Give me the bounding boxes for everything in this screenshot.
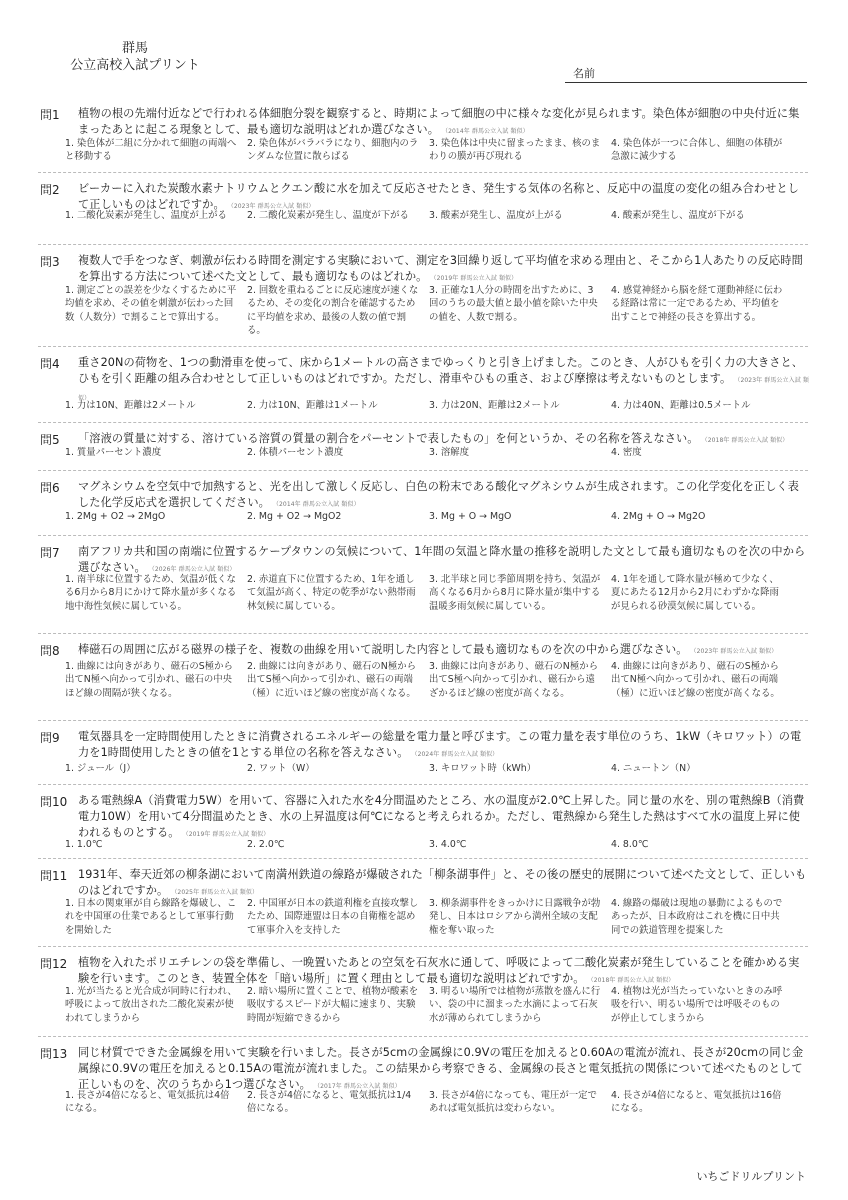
answer-options	[65, 660, 805, 700]
question-source: （2023年 群馬公立入試 類似）	[693, 648, 778, 655]
question-number: 問6	[40, 481, 60, 495]
question-text	[78, 642, 810, 660]
question-source: （2014年 群馬公立入試 類似）	[275, 500, 360, 508]
question-divider	[38, 172, 808, 173]
answer-option-4[interactable]: 4. 植物は光が当たっていないときのみ呼吸を行い、明るい場所では呼吸そのものが停止してしまうから	[611, 986, 783, 1024]
question-body: 植物の根の先端付近などで行われる体細胞分裂を観察すると、時期によって細胞の中に様々な変化が見られます。染色体が細胞の中央付近に集まったあとに起こる現象として、最も適切な説明はどれか選びなさい。	[78, 107, 800, 136]
question-body: 南アフリカ共和国の南端に位置するケープタウンの気候について、1年間の気温と降水量の推移を説明した文として最も適切なものを次の中から選びなさい。	[78, 545, 806, 574]
answer-option-1[interactable]: 1. 南半球に位置するため、気温が低くなる6月から8月にかけて降水量が多くなる地中海性気候に属している。	[65, 574, 237, 612]
answer-option-2[interactable]: 2. 暗い場所に置くことで、植物が酸素を吸収するスピードが大幅に速まり、実験時間が短縮できるから	[247, 986, 419, 1024]
answer-options	[65, 985, 805, 1025]
question-source: （2025年 群馬公立入試 類似）	[174, 888, 259, 896]
footer-brand: いちごドリルプリント	[696, 1170, 806, 1183]
answer-options	[65, 446, 805, 459]
answer-option-1[interactable]: 1. 日本の関東軍が自ら線路を爆破し、これを中国軍の仕業であるとして軍事行動を開始した	[65, 898, 237, 936]
answer-option-4[interactable]: 4. ニュートン（N）	[611, 763, 696, 774]
answer-option-4[interactable]: 4. 2Mg + O → Mg2O	[611, 511, 706, 522]
answer-options	[65, 510, 805, 523]
answer-option-2[interactable]: 2. 力は10N、距離は1メートル	[247, 400, 378, 411]
subtitle: 公立高校入試プリント	[70, 58, 200, 73]
question-text	[78, 253, 810, 287]
question-number: 問5	[40, 433, 60, 447]
question-divider	[38, 633, 808, 634]
question-divider	[38, 858, 808, 859]
answer-options	[65, 897, 805, 937]
name-label: 名前	[573, 67, 595, 80]
question-number: 問12	[40, 957, 68, 971]
answer-option-2[interactable]: 2. 長さが4倍になると、電気抵抗は1/4倍になる。	[247, 1090, 412, 1115]
answer-option-4[interactable]: 4. 曲線には向きがあり、磁石のS極から出てN極へ向かって引かれ、磁石の両端（極）に近いほど線の密度が高くなる。	[611, 661, 780, 699]
question-text	[78, 955, 810, 989]
question-source: （2023年 群馬公立入試 類似）	[78, 376, 809, 402]
question-body: 同じ材質でできた金属線を用いて実験を行いました。長さが5cmの金属線に0.9Vの電圧を加えると0.60Aの電流が流れ、長さが20cmの同じ金属線に0.9Vの電圧を加えると0.15Aの電流が流れました。この結果から考察できる、金属線の長さと電気抵抗の関係について述べたものとして正しいものを、次のうちから1つ選びなさい。	[78, 1046, 804, 1091]
answer-option-3[interactable]: 3. 溶解度	[429, 447, 470, 458]
question-number: 問7	[40, 546, 60, 560]
answer-options	[65, 838, 805, 851]
question-number: 問9	[40, 731, 60, 745]
answer-option-2[interactable]: 2. 回数を重ねるごとに反応速度が速くなるため、その変化の割合を確認するために平均値を求め、最後の人数の値で割る。	[247, 285, 419, 337]
answer-options	[65, 762, 805, 775]
answer-option-4[interactable]: 4. 長さが4倍になると、電気抵抗は16倍になる。	[611, 1090, 782, 1115]
question-body: 1931年、奉天近郊の柳条湖において南満州鉄道の線路が爆破された「柳条湖事件」と、その後の歴史的展開について述べた文として、正しいものはどれですか。	[78, 868, 807, 897]
answer-option-2[interactable]: 2. 赤道直下に位置するため、1年を通して気温が高く、特定の乾季がない熱帯雨林気候に属している。	[247, 574, 416, 612]
question-body: マグネシウムを空気中で加熱すると、光を出して激しく反応し、白色の粉末である酸化マグネシウムが生成されます。この化学変化を正しく表した化学反応式を選択してください。	[78, 480, 800, 509]
question-source: （2018年 群馬公立入試 類似）	[590, 976, 675, 984]
answer-option-4[interactable]: 4. 8.0℃	[611, 839, 649, 850]
answer-option-1[interactable]: 1. 曲線には向きがあり、磁石のS極から出てN極へ向かって引かれ、磁石の中央ほど線の間隔が狭くなる。	[65, 661, 233, 699]
question-divider	[38, 422, 808, 423]
question-source: （2024年 群馬公立入試 類似）	[414, 750, 499, 758]
question-divider	[38, 346, 808, 347]
answer-option-3[interactable]: 3. 力は20N、距離は2メートル	[429, 400, 560, 411]
answer-option-4[interactable]: 4. 染色体が一つに合体し、細胞の体積が急激に減少する	[611, 138, 783, 163]
answer-option-1[interactable]: 1. ジュール（J）	[65, 763, 136, 774]
question-number: 問4	[40, 357, 60, 371]
answer-option-4[interactable]: 4. 感覚神経から脳を経て運動神経に伝わる経路は常に一定であるため、平均値を出すことで神経の長さを算出する。	[611, 285, 783, 323]
question-divider	[38, 784, 808, 785]
answer-option-2[interactable]: 2. 染色体がバラバラになり、細胞内のランダムな位置に散らばる	[247, 138, 419, 163]
answer-option-4[interactable]: 4. 密度	[611, 447, 642, 458]
question-text	[78, 729, 810, 763]
question-source: （2019年 群馬公立入試 類似）	[185, 830, 270, 838]
question-number: 問10	[40, 795, 68, 809]
answer-option-2[interactable]: 2. ワット（W）	[247, 763, 315, 774]
question-body: 植物を入れたポリエチレンの袋を準備し、一晩置いたあとの空気を石灰水に通して、呼吸によって二酸化炭素が発生していることを確かめる実験を行います。このとき、装置全体を「暗い場所」に置く理由として最も適切な説明はどれですか。	[78, 956, 800, 985]
question-divider	[38, 470, 808, 471]
answer-option-3[interactable]: 3. 酸素が発生し、温度が上がる	[429, 210, 563, 221]
prefecture-title: 群馬	[121, 41, 148, 56]
answer-option-4[interactable]: 4. 酸素が発生し、温度が下がる	[611, 210, 745, 221]
question-text	[78, 479, 810, 513]
question-text	[78, 106, 810, 140]
answer-option-2[interactable]: 2. 中国軍が日本の鉄道利権を直接攻撃したため、国際連盟は日本の自衛権を認めて軍事介入を支持した	[247, 898, 419, 936]
answer-options	[65, 573, 805, 613]
answer-option-1[interactable]: 1. 1.0℃	[65, 839, 103, 850]
question-source: （2017年 群馬公立入試 類似）	[316, 1082, 401, 1090]
question-divider	[38, 946, 808, 947]
question-divider	[38, 720, 808, 721]
name-field[interactable]	[565, 62, 807, 83]
question-source: （2023年 群馬公立入試 類似）	[230, 202, 315, 210]
question-source: （2026年 群馬公立入試 類似）	[151, 565, 236, 573]
answer-options	[65, 284, 805, 338]
answer-option-1[interactable]: 1. 光が当たると光合成が同時に行われ、呼吸によって放出された二酸化炭素が使われてしまうから	[65, 986, 237, 1024]
answer-option-3[interactable]: 3. 長さが4倍になっても、電圧が一定であれば電気抵抗は変わらない。	[429, 1090, 597, 1115]
question-number: 問2	[40, 183, 60, 197]
answer-option-1[interactable]: 1. 力は10N、距離は2メートル	[65, 400, 196, 411]
question-source: （2014年 群馬公立入試 類似）	[444, 127, 529, 135]
answer-option-3[interactable]: 3. 北半球と同じ季節周期を持ち、気温が高くなる6月から8月に降水量が集中する温暖多雨気候に属している。	[429, 574, 601, 612]
answer-option-1[interactable]: 1. 2Mg + O2 → 2MgO	[65, 511, 166, 522]
question-number: 問1	[40, 108, 60, 122]
answer-option-1[interactable]: 1. 測定ごとの誤差を少なくするために平均値を求め、その値を刺激が伝わった回数（人数分）で割ることで算出する。	[65, 285, 237, 323]
question-number: 問11	[40, 869, 68, 883]
question-divider	[38, 535, 808, 536]
answer-option-4[interactable]: 4. 力は40N、距離は0.5メートル	[611, 400, 751, 411]
answer-option-1[interactable]: 1. 染色体が二組に分かれて細胞の両端へと移動する	[65, 138, 237, 163]
question-body: 棒磁石の周囲に広がる磁界の様子を、複数の曲線を用いて説明した内容として最も適切なものを次の中から選びなさい。	[78, 643, 688, 656]
answer-options	[65, 399, 805, 412]
question-text	[78, 793, 810, 842]
question-number: 問8	[40, 644, 60, 658]
answer-option-4[interactable]: 4. 線路の爆破は現地の暴動によるものであったが、日本政府はこれを機に日中共同での鉄道管理を提案した	[611, 898, 783, 936]
answer-options	[65, 1089, 805, 1116]
answer-options	[65, 209, 805, 222]
answer-option-2[interactable]: 2. 体積パーセント濃度	[247, 447, 344, 458]
question-source: （2018年 群馬公立入試 類似）	[704, 437, 789, 444]
answer-option-3[interactable]: 3. 染色体は中央に留まったまま、核のまわりの膜が再び現れる	[429, 138, 601, 163]
question-divider	[38, 1036, 808, 1037]
worksheet-title	[40, 40, 230, 74]
answer-option-3[interactable]: 3. 正確な1人分の時間を出すために、3回のうちの最大値と最小値を除いた中央の値を、人数で割る。	[429, 285, 598, 323]
answer-option-2[interactable]: 2. 二酸化炭素が発生し、温度が下がる	[247, 210, 409, 221]
answer-option-3[interactable]: 3. 明るい場所では植物が蒸散を盛んに行い、袋の中に溜まった水滴によって石灰水が薄められてしまうから	[429, 986, 601, 1024]
answer-option-1[interactable]: 1. 二酸化炭素が発生し、温度が上がる	[65, 210, 227, 221]
answer-option-2[interactable]: 2. 曲線には向きがあり、磁石のN極から出てS極へ向かって引かれ、磁石の両端（極）に近いほど線の密度が高くなる。	[247, 661, 416, 699]
question-body: 複数人で手をつなぎ、刺激が伝わる時間を測定する実験において、測定を3回繰り返して平均値を求める理由と、そこから1人あたりの反応時間を算出する方法について述べた文として、最も適切なものはどれか。	[78, 254, 803, 283]
answer-option-3[interactable]: 3. 柳条湖事件をきっかけに日露戦争が勃発し、日本はロシアから満州全域の支配権を奪い取った	[429, 898, 601, 936]
question-body: 「溶液の質量に対する、溶けている溶質の質量の割合をパーセントで表したもの」を何というか、その名称を答えなさい。	[78, 432, 699, 445]
question-source: （2019年 群馬公立入試 類似）	[433, 274, 518, 282]
answer-option-3[interactable]: 3. Mg + O → MgO	[429, 511, 512, 522]
question-text	[78, 1045, 810, 1094]
answer-option-1[interactable]: 1. 質量パーセント濃度	[65, 447, 162, 458]
answer-options	[65, 137, 805, 164]
answer-option-2[interactable]: 2. 2.0℃	[247, 839, 285, 850]
answer-option-4[interactable]: 4. 1年を通して降水量が極めて少なく、夏にあたる12月から2月にわずかな降雨が見られる砂漠気候に属している。	[611, 574, 779, 612]
question-body: 重さ20Nの荷物を、1つの動滑車を使って、床から1メートルの高さまでゆっくりと引き上げました。このとき、人がひもを引く力の大きさと、ひもを引く距離の組み合わせとして正しいものはどれですか。ただし、滑車やひもの重さ、および摩擦は考えないものとします。	[78, 356, 804, 385]
question-text	[78, 867, 810, 901]
question-number: 問3	[40, 255, 60, 269]
question-divider	[38, 244, 808, 245]
answer-option-3[interactable]: 3. 曲線には向きがあり、磁石のN極から出てS極へ向かって引かれ、磁石から遠ざかるほど線の密度が高くなる。	[429, 661, 598, 699]
question-body: 電気器具を一定時間使用したときに消費されるエネルギーの総量を電力量と呼びます。この電力量を表す単位のうち、1kW（キロワット）の電力を1時間使用したときの値を1とする単位の名称を答えなさい。	[78, 730, 802, 759]
question-body: ある電熱線A（消費電力5W）を用いて、容器に入れた水を4分間温めたところ、水の温度が2.0℃上昇した。同じ量の水を、別の電熱線B（消費電力10W）を用いて4分間温めたとき、水の上昇温度は何℃になると考えられるか。ただし、電熱線から発生した熱はすべて水の温度上昇に使われるものとする。	[78, 794, 805, 839]
question-number: 問13	[40, 1047, 68, 1061]
answer-option-2[interactable]: 2. Mg + O2 → MgO2	[247, 511, 342, 522]
question-body: ビーカーに入れた炭酸水素ナトリウムとクエン酸に水を加えて反応させたとき、発生する気体の名称と、反応中の温度の変化の組み合わせとして正しいものはどれですか。	[78, 182, 799, 211]
answer-option-3[interactable]: 3. キロワット時（kWh）	[429, 763, 537, 774]
answer-option-1[interactable]: 1. 長さが4倍になると、電気抵抗は4倍になる。	[65, 1090, 230, 1115]
answer-option-3[interactable]: 3. 4.0℃	[429, 839, 467, 850]
